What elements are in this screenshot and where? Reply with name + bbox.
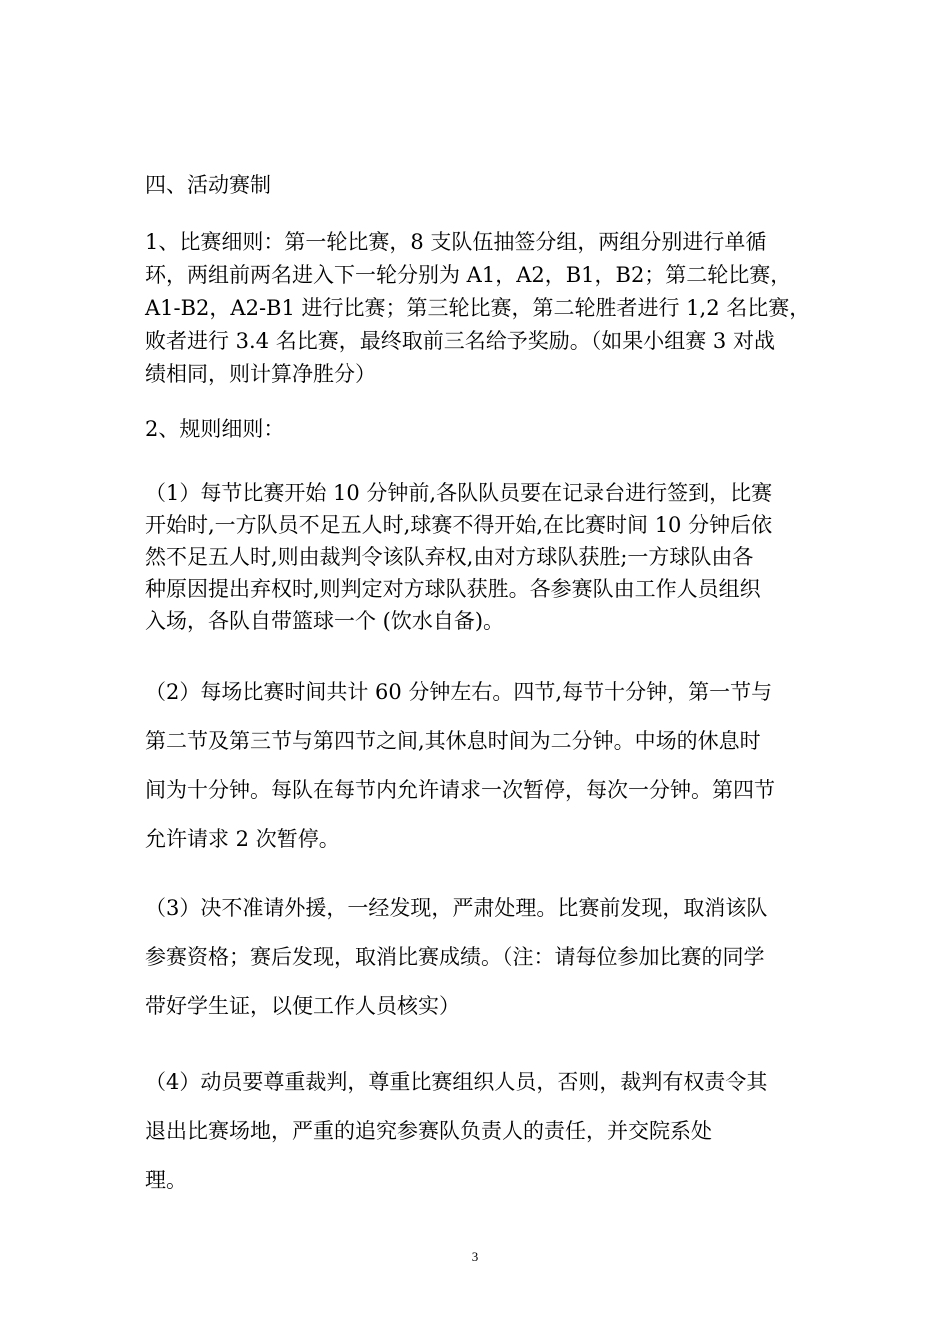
paragraph-line: 退出比赛场地，严重的追究参赛队负责人的责任，并交院系处 [145, 1119, 712, 1143]
heading-text: 四、活动赛制 [145, 173, 271, 197]
rule-3-paragraph [145, 884, 815, 1031]
paragraph-line: 开始时,一方队员不足五人时,球赛不得开始,在比赛时间 10 分钟后依 [145, 513, 773, 537]
competition-rules-paragraph [145, 226, 815, 391]
paragraph-line: 入场，各队自带篮球一个 (饮水自备)。 [145, 609, 505, 633]
paragraph-line: （3）决不准请外援，一经发现，严肃处理。比赛前发现，取消该队 [145, 896, 768, 920]
paragraph-line: 然不足五人时,则由裁判令该队弃权,由对方球队获胜;一方球队由各 [145, 545, 754, 569]
paragraph-line: 理。 [145, 1168, 187, 1192]
paragraph-line: （4）动员要尊重裁判，尊重比赛组织人员，否则，裁判有权责令其 [145, 1070, 768, 1094]
subheading-text: 2、规则细则： [145, 417, 285, 441]
rule-2-paragraph [145, 668, 815, 864]
paragraph-line: 败者进行 3.4 名比赛，最终取前三名给予奖励。（如果小组赛 3 对战 [145, 329, 775, 353]
paragraph-line: A1-B2，A2-B1 进行比赛；第三轮比赛，第二轮胜者进行 1,2 名比赛， [145, 296, 811, 320]
rules-subheading [145, 414, 815, 444]
paragraph-line: 环，两组前两名进入下一轮分别为 A1，A2，B1，B2；第二轮比赛， [145, 263, 792, 287]
paragraph-line: 带好学生证，以便工作人员核实） [145, 994, 460, 1018]
paragraph-line: （1）每节比赛开始 10 分钟前,各队队员要在记录台进行签到，比赛 [145, 481, 773, 505]
paragraph-line: 第二节及第三节与第四节之间,其休息时间为二分钟。中场的休息时 [145, 729, 761, 753]
rule-4-paragraph [145, 1058, 810, 1205]
paragraph-line: 种原因提出弃权时,则判定对方球队获胜。各参赛队由工作人员组织 [145, 577, 761, 601]
section-heading [145, 170, 815, 200]
page-number: 3 [471, 1249, 479, 1264]
paragraph-line: 允许请求 2 次暂停。 [145, 827, 340, 851]
paragraph-line: （2）每场比赛时间共计 60 分钟左右。四节,每节十分钟，第一节与 [145, 680, 773, 704]
paragraph-line: 绩相同，则计算净胜分） [145, 362, 376, 386]
paragraph-line: 间为十分钟。每队在每节内允许请求一次暂停，每次一分钟。第四节 [145, 778, 775, 802]
rule-1-paragraph [145, 477, 815, 637]
paragraph-line: 参赛资格；赛后发现，取消比赛成绩。（注：请每位参加比赛的同学 [145, 945, 765, 969]
paragraph-line: 1、比赛细则：第一轮比赛，8 支队伍抽签分组，两组分别进行单循 [145, 230, 767, 254]
